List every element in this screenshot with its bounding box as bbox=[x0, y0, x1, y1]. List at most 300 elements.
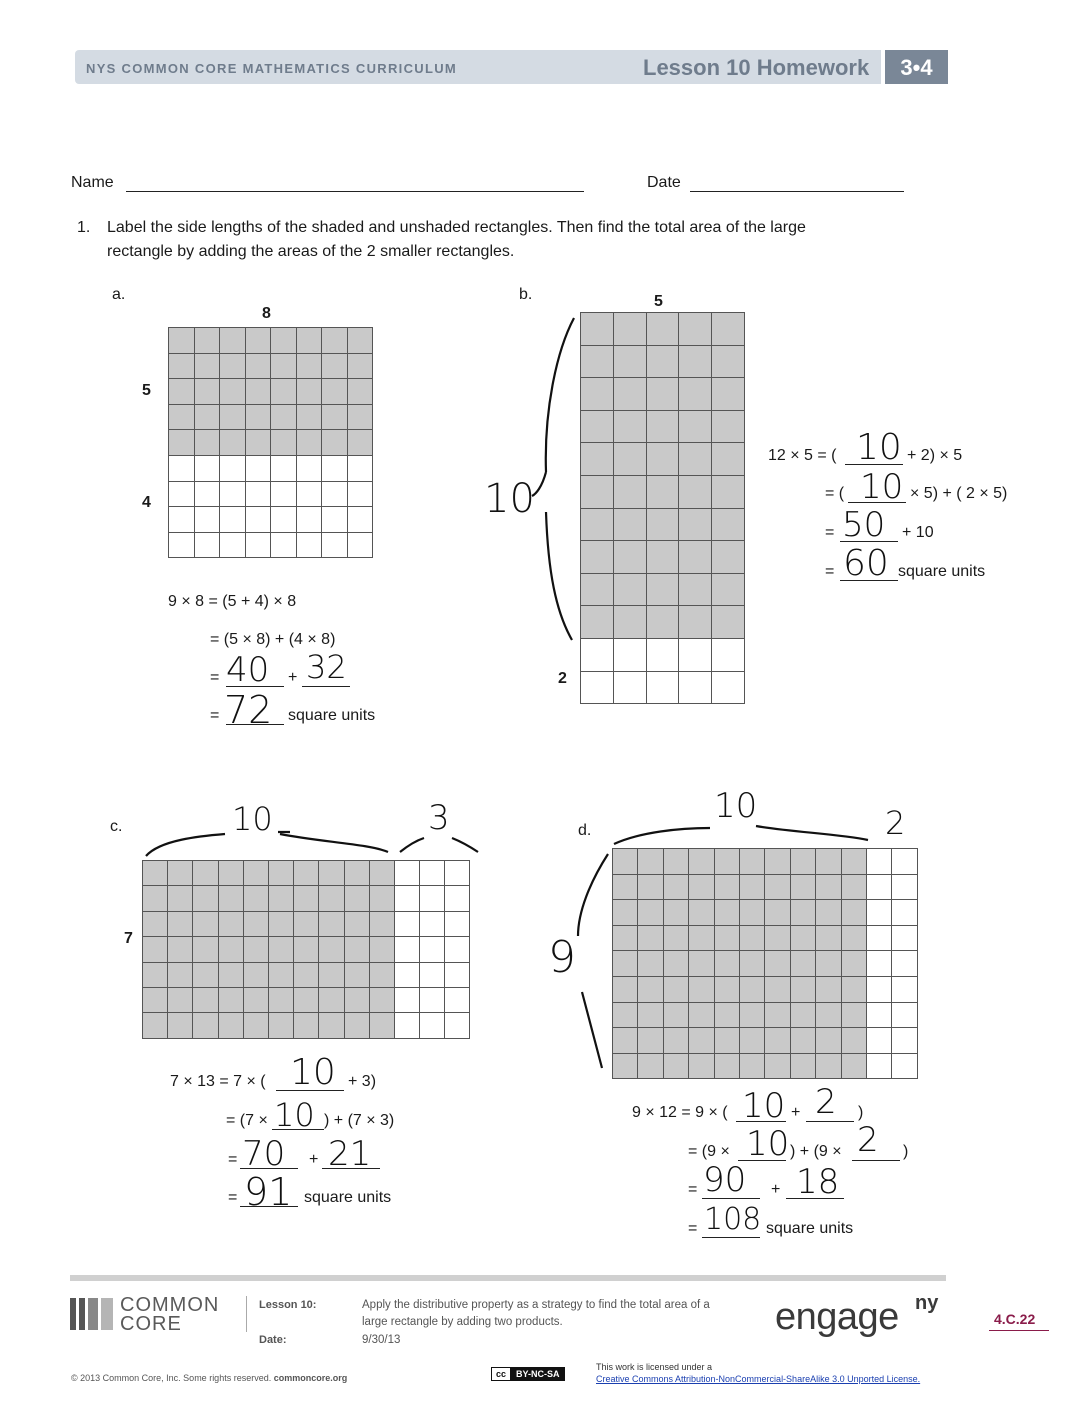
shaded-unit-square bbox=[739, 925, 764, 951]
part-d-hw-ans3: 10 bbox=[746, 1124, 790, 1164]
shaded-unit-square bbox=[294, 911, 319, 936]
part-d-hw-ans5: 90 bbox=[703, 1160, 747, 1200]
shaded-unit-square bbox=[369, 987, 394, 1012]
shaded-unit-square bbox=[319, 886, 344, 911]
shaded-unit-square bbox=[344, 861, 369, 886]
shaded-unit-square bbox=[816, 900, 841, 926]
shaded-unit-square bbox=[712, 313, 745, 346]
part-d-eq3-plus: + bbox=[771, 1181, 781, 1198]
shaded-unit-square bbox=[712, 606, 745, 639]
shaded-unit-square bbox=[243, 937, 268, 962]
unshaded-unit-square bbox=[296, 455, 322, 481]
shaded-unit-square bbox=[220, 353, 246, 379]
shaded-unit-square bbox=[294, 962, 319, 987]
shaded-unit-square bbox=[646, 378, 679, 411]
shaded-unit-square bbox=[168, 886, 193, 911]
shaded-unit-square bbox=[712, 345, 745, 378]
unshaded-unit-square bbox=[892, 951, 917, 977]
part-b-eq2-start: = ( bbox=[825, 485, 845, 502]
shaded-unit-square bbox=[168, 861, 193, 886]
shaded-unit-square bbox=[679, 378, 712, 411]
shaded-unit-square bbox=[268, 1013, 293, 1038]
shaded-unit-square bbox=[638, 976, 663, 1002]
unshaded-unit-square bbox=[420, 911, 445, 936]
part-c-eq1-start: 7 × 13 = 7 × ( bbox=[170, 1073, 266, 1090]
shaded-unit-square bbox=[296, 430, 322, 456]
shaded-unit-square bbox=[194, 430, 220, 456]
shaded-unit-square bbox=[220, 379, 246, 405]
shaded-unit-square bbox=[663, 976, 688, 1002]
part-d-hw-ans6: 18 bbox=[796, 1162, 840, 1202]
shaded-unit-square bbox=[347, 404, 373, 430]
part-d-hw-total: 108 bbox=[704, 1202, 762, 1237]
unshaded-unit-square bbox=[892, 1053, 917, 1079]
shaded-unit-square bbox=[714, 874, 739, 900]
shaded-unit-square bbox=[816, 951, 841, 977]
shaded-unit-square bbox=[143, 987, 168, 1012]
unshaded-unit-square bbox=[712, 638, 745, 671]
part-c-eq4-units: square units bbox=[304, 1189, 392, 1206]
part-a-area-grid bbox=[168, 327, 373, 558]
unshaded-unit-square bbox=[347, 455, 373, 481]
shaded-unit-square bbox=[646, 508, 679, 541]
part-c-hw-ans3: 70 bbox=[242, 1134, 286, 1174]
part-c-area-grid bbox=[142, 860, 470, 1039]
shaded-unit-square bbox=[646, 443, 679, 476]
shaded-unit-square bbox=[218, 937, 243, 962]
part-d-blank-total[interactable] bbox=[702, 1237, 760, 1238]
shaded-unit-square bbox=[169, 404, 195, 430]
shaded-unit-square bbox=[194, 404, 220, 430]
shaded-unit-square bbox=[679, 475, 712, 508]
shaded-unit-square bbox=[193, 1013, 218, 1038]
part-b-eq1-start: 12 × 5 = ( bbox=[768, 447, 837, 464]
unshaded-unit-square bbox=[892, 874, 917, 900]
part-a-hw-ans1: 40 bbox=[226, 650, 270, 690]
unshaded-unit-square bbox=[394, 886, 419, 911]
shaded-unit-square bbox=[193, 987, 218, 1012]
shaded-unit-square bbox=[193, 962, 218, 987]
unshaded-unit-square bbox=[866, 1053, 891, 1079]
shaded-unit-square bbox=[613, 378, 646, 411]
shaded-unit-square bbox=[268, 937, 293, 962]
shaded-unit-square bbox=[816, 849, 841, 875]
shaded-unit-square bbox=[663, 849, 688, 875]
shaded-unit-square bbox=[841, 1002, 866, 1028]
shaded-unit-square bbox=[714, 1028, 739, 1054]
part-a-eq4-equals: = bbox=[210, 707, 220, 724]
unshaded-unit-square bbox=[394, 962, 419, 987]
shaded-unit-square bbox=[581, 573, 614, 606]
shaded-unit-square bbox=[689, 1053, 714, 1079]
shaded-unit-square bbox=[613, 874, 638, 900]
license-link[interactable]: Creative Commons Attribution-NonCommercial-ShareAlike 3.0 Unported License. bbox=[596, 1374, 921, 1384]
shaded-unit-square bbox=[613, 951, 638, 977]
unshaded-unit-square bbox=[420, 937, 445, 962]
shaded-unit-square bbox=[169, 328, 195, 354]
unshaded-unit-square bbox=[394, 911, 419, 936]
unshaded-unit-square bbox=[220, 507, 246, 533]
part-c-eq3-plus: + bbox=[309, 1151, 319, 1168]
shaded-unit-square bbox=[193, 886, 218, 911]
unshaded-unit-square bbox=[194, 532, 220, 558]
shaded-unit-square bbox=[271, 353, 297, 379]
part-a-hw-ans2: 32 bbox=[306, 648, 347, 686]
shaded-unit-square bbox=[712, 443, 745, 476]
unshaded-unit-square bbox=[866, 874, 891, 900]
part-d-blank-4[interactable] bbox=[852, 1160, 900, 1161]
shaded-unit-square bbox=[689, 925, 714, 951]
shaded-unit-square bbox=[220, 404, 246, 430]
shaded-unit-square bbox=[663, 874, 688, 900]
shaded-unit-square bbox=[169, 353, 195, 379]
unshaded-unit-square bbox=[420, 886, 445, 911]
shaded-unit-square bbox=[714, 925, 739, 951]
shaded-unit-square bbox=[613, 1028, 638, 1054]
shaded-unit-square bbox=[739, 900, 764, 926]
unshaded-unit-square bbox=[245, 532, 271, 558]
part-d-eq1-start: 9 × 12 = 9 × ( bbox=[632, 1104, 728, 1121]
engageny-logo-ny: ny bbox=[915, 1292, 939, 1314]
part-b-hw-ans3: 50 bbox=[842, 505, 886, 545]
shaded-unit-square bbox=[765, 976, 790, 1002]
shaded-unit-square bbox=[243, 1013, 268, 1038]
shaded-unit-square bbox=[268, 987, 293, 1012]
unshaded-unit-square bbox=[420, 962, 445, 987]
date-field[interactable] bbox=[690, 191, 904, 192]
shaded-unit-square bbox=[169, 430, 195, 456]
license-link-wrap bbox=[596, 1373, 920, 1385]
shaded-unit-square bbox=[143, 886, 168, 911]
shaded-unit-square bbox=[638, 1002, 663, 1028]
shaded-unit-square bbox=[218, 1013, 243, 1038]
shaded-unit-square bbox=[712, 541, 745, 574]
unshaded-unit-square bbox=[394, 1013, 419, 1038]
shaded-unit-square bbox=[220, 328, 246, 354]
part-d-area-grid bbox=[612, 848, 918, 1079]
unshaded-unit-square bbox=[866, 951, 891, 977]
unshaded-unit-square bbox=[296, 532, 322, 558]
shaded-unit-square bbox=[369, 886, 394, 911]
shaded-unit-square bbox=[613, 925, 638, 951]
shaded-unit-square bbox=[268, 911, 293, 936]
shaded-unit-square bbox=[319, 987, 344, 1012]
cc-icon: cc bbox=[491, 1367, 511, 1381]
shaded-unit-square bbox=[790, 900, 815, 926]
shaded-unit-square bbox=[841, 1028, 866, 1054]
shaded-unit-square bbox=[296, 404, 322, 430]
problem-text-line2: rectangle by adding the areas of the 2 smaller rectangles. bbox=[107, 243, 515, 260]
shaded-unit-square bbox=[790, 951, 815, 977]
shaded-unit-square bbox=[646, 313, 679, 346]
part-d-eq2-start: = (9 × bbox=[688, 1143, 730, 1160]
footer-divider bbox=[246, 1296, 247, 1332]
part-d-hw-ans2: 2 bbox=[815, 1082, 837, 1122]
shaded-unit-square bbox=[369, 911, 394, 936]
part-c-hw-ans4: 21 bbox=[328, 1134, 372, 1174]
unshaded-unit-square bbox=[445, 911, 470, 936]
shaded-unit-square bbox=[581, 410, 614, 443]
shaded-unit-square bbox=[271, 379, 297, 405]
shaded-unit-square bbox=[714, 951, 739, 977]
shaded-unit-square bbox=[841, 951, 866, 977]
shaded-unit-square bbox=[790, 1002, 815, 1028]
shaded-unit-square bbox=[218, 962, 243, 987]
unshaded-unit-square bbox=[679, 671, 712, 704]
shaded-unit-square bbox=[663, 925, 688, 951]
unshaded-unit-square bbox=[646, 671, 679, 704]
shaded-unit-square bbox=[663, 1002, 688, 1028]
shaded-unit-square bbox=[319, 962, 344, 987]
shaded-unit-square bbox=[638, 874, 663, 900]
shaded-unit-square bbox=[347, 353, 373, 379]
shaded-unit-square bbox=[168, 911, 193, 936]
shaded-unit-square bbox=[245, 430, 271, 456]
shaded-unit-square bbox=[268, 886, 293, 911]
part-a-top-label: 8 bbox=[262, 305, 271, 322]
shaded-unit-square bbox=[646, 606, 679, 639]
unshaded-unit-square bbox=[245, 455, 271, 481]
shaded-unit-square bbox=[143, 861, 168, 886]
unshaded-unit-square bbox=[271, 481, 297, 507]
shaded-unit-square bbox=[245, 328, 271, 354]
shaded-unit-square bbox=[319, 861, 344, 886]
shaded-unit-square bbox=[679, 410, 712, 443]
part-b-hw-side: 10 bbox=[484, 476, 535, 522]
part-b-letter: b. bbox=[519, 286, 533, 303]
common-core-logo-line2: CORE bbox=[120, 1313, 182, 1335]
shaded-unit-square bbox=[646, 541, 679, 574]
common-core-logo-line1: COMMON bbox=[120, 1294, 220, 1316]
shaded-unit-square bbox=[689, 1002, 714, 1028]
shaded-unit-square bbox=[790, 1053, 815, 1079]
shaded-unit-square bbox=[294, 987, 319, 1012]
shaded-unit-square bbox=[663, 1053, 688, 1079]
part-b-hw-ans2: 10 bbox=[860, 467, 904, 507]
shaded-unit-square bbox=[194, 328, 220, 354]
unshaded-unit-square bbox=[420, 987, 445, 1012]
shaded-unit-square bbox=[245, 404, 271, 430]
shaded-unit-square bbox=[581, 313, 614, 346]
date-label: Date bbox=[647, 174, 681, 191]
shaded-unit-square bbox=[143, 1013, 168, 1038]
shaded-unit-square bbox=[193, 861, 218, 886]
shaded-unit-square bbox=[739, 849, 764, 875]
part-a-unshaded-side-label: 4 bbox=[142, 494, 151, 511]
unshaded-unit-square bbox=[420, 1013, 445, 1038]
shaded-unit-square bbox=[816, 874, 841, 900]
unshaded-unit-square bbox=[892, 1002, 917, 1028]
shaded-unit-square bbox=[271, 430, 297, 456]
shaded-unit-square bbox=[194, 379, 220, 405]
part-a-shaded-side-label: 5 bbox=[142, 382, 151, 399]
shaded-unit-square bbox=[613, 410, 646, 443]
unshaded-unit-square bbox=[892, 849, 917, 875]
shaded-unit-square bbox=[712, 508, 745, 541]
shaded-unit-square bbox=[638, 925, 663, 951]
part-d-eq2-mid: ) + (9 × bbox=[790, 1143, 842, 1160]
unshaded-unit-square bbox=[169, 507, 195, 533]
shaded-unit-square bbox=[243, 886, 268, 911]
part-d-eq1-end: ) bbox=[858, 1104, 864, 1121]
unshaded-unit-square bbox=[296, 481, 322, 507]
shaded-unit-square bbox=[663, 951, 688, 977]
shaded-unit-square bbox=[765, 1028, 790, 1054]
unshaded-unit-square bbox=[194, 507, 220, 533]
shaded-unit-square bbox=[816, 1028, 841, 1054]
shaded-unit-square bbox=[638, 951, 663, 977]
shaded-unit-square bbox=[294, 861, 319, 886]
unshaded-unit-square bbox=[613, 638, 646, 671]
shaded-unit-square bbox=[712, 573, 745, 606]
unshaded-unit-square bbox=[271, 507, 297, 533]
part-c-hw-total: 91 bbox=[244, 1170, 293, 1214]
part-b-eq4-equals: = bbox=[825, 563, 835, 580]
shaded-unit-square bbox=[646, 345, 679, 378]
footer-date-label: Date: bbox=[259, 1334, 287, 1346]
unshaded-unit-square bbox=[445, 962, 470, 987]
shaded-unit-square bbox=[168, 937, 193, 962]
part-a-eq3-plus: + bbox=[288, 669, 298, 686]
shaded-unit-square bbox=[271, 404, 297, 430]
shaded-unit-square bbox=[294, 886, 319, 911]
shaded-unit-square bbox=[322, 328, 348, 354]
shaded-unit-square bbox=[581, 378, 614, 411]
unshaded-unit-square bbox=[866, 925, 891, 951]
shaded-unit-square bbox=[790, 925, 815, 951]
part-c-hw-top2: 3 bbox=[428, 798, 450, 838]
shaded-unit-square bbox=[841, 976, 866, 1002]
shaded-unit-square bbox=[739, 1002, 764, 1028]
footer-objective-line1: Apply the distributive property as a strategy to find the total area of a bbox=[362, 1299, 710, 1311]
shaded-unit-square bbox=[613, 573, 646, 606]
shaded-unit-square bbox=[613, 849, 638, 875]
shaded-unit-square bbox=[369, 962, 394, 987]
shaded-unit-square bbox=[790, 976, 815, 1002]
part-b-eq2-end: × 5) + ( 2 × 5) bbox=[910, 485, 1008, 502]
unshaded-unit-square bbox=[712, 671, 745, 704]
unshaded-unit-square bbox=[445, 987, 470, 1012]
part-b-top-label: 5 bbox=[654, 293, 663, 310]
part-a-letter: a. bbox=[112, 286, 126, 303]
shaded-unit-square bbox=[369, 1013, 394, 1038]
unshaded-unit-square bbox=[581, 638, 614, 671]
footer-date-value: 9/30/13 bbox=[362, 1334, 401, 1346]
shaded-unit-square bbox=[638, 900, 663, 926]
shaded-unit-square bbox=[714, 900, 739, 926]
shaded-unit-square bbox=[841, 900, 866, 926]
shaded-unit-square bbox=[268, 861, 293, 886]
part-c-eq4-equals: = bbox=[228, 1189, 238, 1206]
shaded-unit-square bbox=[322, 430, 348, 456]
shaded-unit-square bbox=[322, 379, 348, 405]
shaded-unit-square bbox=[193, 937, 218, 962]
shaded-unit-square bbox=[245, 379, 271, 405]
shaded-unit-square bbox=[271, 328, 297, 354]
unshaded-unit-square bbox=[271, 532, 297, 558]
shaded-unit-square bbox=[714, 849, 739, 875]
shaded-unit-square bbox=[613, 1002, 638, 1028]
shaded-unit-square bbox=[294, 937, 319, 962]
shaded-unit-square bbox=[218, 886, 243, 911]
cc-badge-text: BY-NC-SA bbox=[511, 1367, 565, 1381]
shaded-unit-square bbox=[714, 1053, 739, 1079]
shaded-unit-square bbox=[193, 911, 218, 936]
shaded-unit-square bbox=[613, 976, 638, 1002]
unshaded-unit-square bbox=[394, 987, 419, 1012]
shaded-unit-square bbox=[613, 443, 646, 476]
license-text-line1: This work is licensed under a bbox=[596, 1362, 713, 1372]
unshaded-unit-square bbox=[347, 481, 373, 507]
part-c-eq2-start: = (7 × bbox=[226, 1112, 268, 1129]
shaded-unit-square bbox=[169, 379, 195, 405]
part-c-hw-top1: 10 bbox=[232, 800, 273, 838]
shaded-unit-square bbox=[765, 1053, 790, 1079]
shaded-unit-square bbox=[841, 925, 866, 951]
unshaded-unit-square bbox=[866, 1028, 891, 1054]
shaded-unit-square bbox=[581, 541, 614, 574]
unshaded-unit-square bbox=[394, 937, 419, 962]
unshaded-unit-square bbox=[220, 481, 246, 507]
unshaded-unit-square bbox=[220, 455, 246, 481]
shaded-unit-square bbox=[765, 900, 790, 926]
shaded-unit-square bbox=[712, 410, 745, 443]
part-a-blank-2[interactable] bbox=[302, 686, 350, 687]
shaded-unit-square bbox=[613, 606, 646, 639]
shaded-unit-square bbox=[679, 345, 712, 378]
unshaded-unit-square bbox=[445, 937, 470, 962]
unshaded-unit-square bbox=[581, 671, 614, 704]
shaded-unit-square bbox=[347, 430, 373, 456]
unshaded-unit-square bbox=[347, 507, 373, 533]
shaded-unit-square bbox=[714, 976, 739, 1002]
shaded-unit-square bbox=[347, 379, 373, 405]
shaded-unit-square bbox=[581, 606, 614, 639]
shaded-unit-square bbox=[841, 1053, 866, 1079]
shaded-unit-square bbox=[613, 508, 646, 541]
part-d-eq1-plus: + bbox=[791, 1104, 801, 1121]
unshaded-unit-square bbox=[245, 481, 271, 507]
shaded-unit-square bbox=[218, 861, 243, 886]
shaded-unit-square bbox=[714, 1002, 739, 1028]
shaded-unit-square bbox=[344, 962, 369, 987]
shaded-unit-square bbox=[218, 911, 243, 936]
shaded-unit-square bbox=[638, 849, 663, 875]
unshaded-unit-square bbox=[220, 532, 246, 558]
part-d-hw-top1: 10 bbox=[714, 786, 758, 826]
part-b-hw-brace bbox=[530, 312, 580, 642]
part-b-area-grid bbox=[580, 312, 745, 704]
shaded-unit-square bbox=[613, 1053, 638, 1079]
part-c-hw-ans2: 10 bbox=[274, 1096, 315, 1134]
shaded-unit-square bbox=[790, 1028, 815, 1054]
shaded-unit-square bbox=[168, 962, 193, 987]
shaded-unit-square bbox=[679, 508, 712, 541]
name-field[interactable] bbox=[126, 191, 584, 192]
part-d-eq2-end: ) bbox=[903, 1143, 909, 1160]
shaded-unit-square bbox=[296, 379, 322, 405]
unshaded-unit-square bbox=[866, 1002, 891, 1028]
part-d-hw-top-braces bbox=[610, 820, 910, 850]
shaded-unit-square bbox=[739, 951, 764, 977]
shaded-unit-square bbox=[243, 987, 268, 1012]
part-b-eq1-end: + 2) × 5 bbox=[907, 447, 963, 464]
unshaded-unit-square bbox=[169, 532, 195, 558]
footer-rule bbox=[70, 1275, 946, 1281]
part-a-hw-total: 72 bbox=[224, 688, 273, 732]
lesson-title: Lesson 10 Homework bbox=[643, 55, 870, 80]
part-b-eq3-end: + 10 bbox=[902, 524, 934, 541]
